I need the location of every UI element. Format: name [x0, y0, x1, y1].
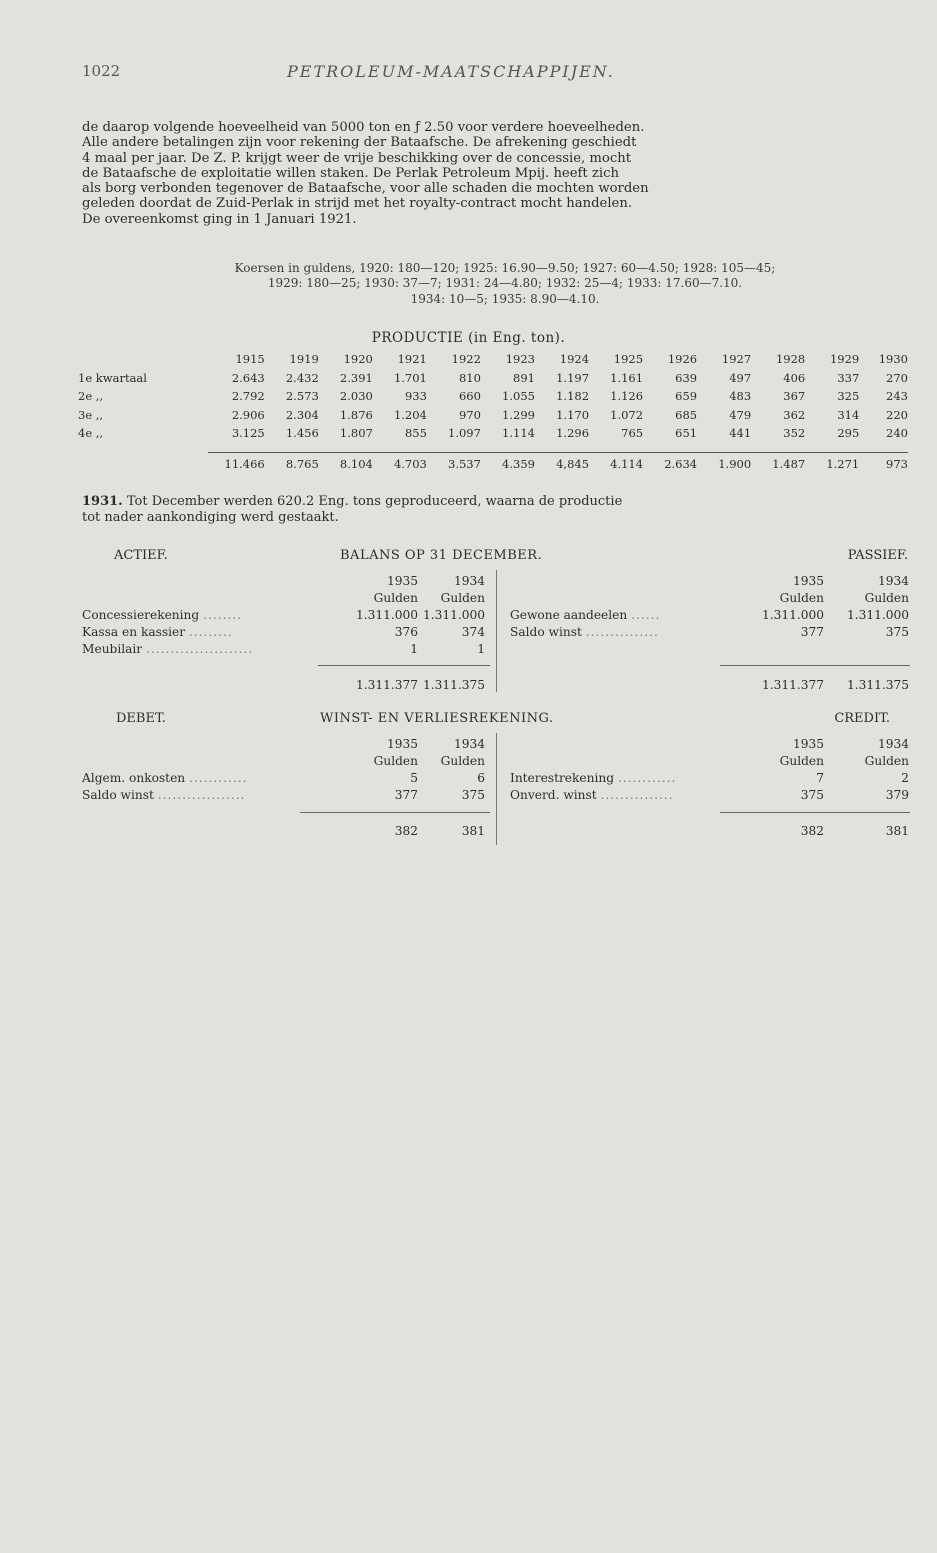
- value-1934: 1: [477, 642, 485, 656]
- total-1934: 1.311.375: [422, 678, 485, 692]
- balans-totals: [82, 678, 912, 695]
- text-line: geleden doordat de Zuid-Perlak in strijd met het royalty-contract mocht handelen.: [82, 196, 633, 212]
- total-1934: 381: [885, 824, 909, 838]
- passief-label: PASSIEF.: [847, 548, 908, 563]
- value-1935: 1.311.000: [355, 608, 418, 622]
- balans-title: BALANS OP 31 DECEMBER.: [340, 548, 543, 563]
- text-line: tot nader aankondiging werd gestaakt.: [82, 509, 339, 525]
- total-cell: 1.900: [718, 456, 752, 471]
- table-cell: 497: [729, 370, 752, 385]
- totals-divider: [208, 452, 908, 453]
- table-cell: 651: [675, 426, 698, 441]
- table-cell: 2.432: [285, 370, 319, 385]
- value-1935: 377: [394, 788, 418, 802]
- year-header: 1915: [235, 352, 265, 367]
- page-header: [82, 62, 912, 86]
- total-1935: 1.311.377: [355, 678, 418, 692]
- table-cell: 810: [458, 370, 481, 385]
- unit-label: Gulden: [440, 591, 485, 605]
- table-cell: 483: [729, 389, 752, 404]
- table-cell: 243: [886, 389, 908, 404]
- total-divider: [318, 665, 490, 666]
- table-cell: 765: [621, 426, 644, 441]
- table-cell: 2.906: [231, 407, 265, 422]
- table-cell: 1.161: [610, 370, 644, 385]
- total-cell: 4.703: [393, 456, 427, 471]
- total-cell: 1.271: [826, 456, 860, 471]
- unit-label: Gulden: [373, 754, 418, 768]
- table-cell: 2.643: [231, 370, 265, 385]
- table-cell: 240: [886, 426, 908, 441]
- year-header: 1922: [451, 352, 481, 367]
- year-header: 1927: [721, 352, 752, 367]
- table-cell: 1.114: [502, 426, 535, 441]
- winst-heading: [82, 711, 912, 729]
- total-1935: 1.311.377: [761, 678, 824, 692]
- unit-label: Gulden: [373, 591, 418, 605]
- year-header: 1921: [397, 352, 427, 367]
- text-line: 1934: 10—5; 1935: 8.90—4.10.: [410, 291, 600, 306]
- row-label: 2e ,,: [78, 389, 104, 404]
- total-divider: [720, 812, 910, 813]
- year-header: 1919: [289, 352, 319, 367]
- balans-heading: [82, 548, 912, 566]
- account-label: Onverd. winst ...............: [510, 788, 674, 802]
- winst-title: WINST- EN VERLIESREKENING.: [320, 711, 554, 726]
- table-cell: 933: [404, 389, 427, 404]
- unit-row: [82, 591, 912, 608]
- value-1935: 375: [800, 788, 824, 802]
- row-label: 4e ,,: [78, 426, 104, 441]
- text-line: als borg verbonden tegenover de Bataafsche, voor alle schaden die mochten worden: [82, 181, 649, 197]
- year-header: 1920: [343, 352, 373, 367]
- totals-row: [82, 678, 912, 695]
- value-1934: 6: [477, 771, 485, 785]
- year-1935: 1935: [386, 574, 418, 588]
- table-cell: 1.807: [339, 426, 373, 441]
- value-1935: 377: [800, 625, 824, 639]
- table-cell: 659: [675, 389, 698, 404]
- table-row: [78, 406, 910, 425]
- total-cell: 2.634: [664, 456, 698, 471]
- table-cell: 1.456: [285, 426, 319, 441]
- winst-totals: [82, 824, 912, 841]
- table-cell: 2.304: [285, 407, 319, 422]
- table-cell: 352: [783, 426, 806, 441]
- table-cell: 3.125: [231, 426, 265, 441]
- year-header: 1929: [829, 352, 860, 367]
- table-cell: 1.701: [393, 370, 427, 385]
- table-cell: 1.126: [610, 389, 644, 404]
- year-header: 1926: [667, 352, 698, 367]
- value-1935: 376: [394, 625, 418, 639]
- koersen-paragraph: [100, 261, 910, 307]
- table-cell: 367: [783, 389, 806, 404]
- table-cell: 685: [675, 407, 698, 422]
- account-label: Meubilair ......................: [82, 642, 254, 656]
- balance-row: [82, 642, 912, 659]
- value-1935: 1: [410, 642, 418, 656]
- account-label: Kassa en kassier .........: [82, 625, 233, 639]
- table-cell: 1.055: [502, 389, 535, 404]
- table-cell: 441: [729, 426, 752, 441]
- year-1935: 1935: [386, 737, 418, 751]
- balance-row: [82, 608, 912, 625]
- table-cell: 2.792: [231, 389, 265, 404]
- unit-label: Gulden: [440, 754, 485, 768]
- balance-row: [82, 625, 912, 642]
- table-cell: 362: [783, 407, 806, 422]
- table-cell: 1.097: [448, 426, 481, 441]
- table-cell: 1.299: [502, 407, 535, 422]
- account-label: Gewone aandeelen ......: [510, 608, 661, 622]
- year-1935: 1935: [792, 737, 824, 751]
- unit-label: Gulden: [779, 591, 824, 605]
- table-cell: 2.030: [339, 389, 373, 404]
- total-1934: 381: [461, 824, 485, 838]
- table-cell: 479: [729, 407, 752, 422]
- year-header: 1925: [613, 352, 644, 367]
- text-line: [82, 494, 912, 510]
- value-1934: 1.311.000: [422, 608, 485, 622]
- year-header: 1923: [505, 352, 535, 367]
- year-1934: 1934: [453, 737, 485, 751]
- production-title: PRODUCTIE (in Eng. ton).: [371, 330, 566, 346]
- value-1934: 2: [901, 771, 909, 785]
- total-cell: 4,845: [556, 456, 590, 471]
- total-cell: 3.537: [448, 456, 481, 471]
- table-cell: 660: [458, 389, 481, 404]
- unit-row: [82, 754, 912, 771]
- table-cell: 855: [404, 426, 427, 441]
- table-cell: 295: [837, 426, 860, 441]
- table-cell: 639: [675, 370, 698, 385]
- total-cell: 4.114: [610, 456, 644, 471]
- row-label: 3e ,,: [78, 407, 104, 422]
- total-cell: 8.104: [339, 456, 373, 471]
- year-header: 1930: [878, 352, 908, 367]
- account-label: Concessierekening ........: [82, 608, 243, 622]
- table-cell: 325: [837, 389, 860, 404]
- actief-label: ACTIEF.: [114, 548, 168, 563]
- text-line: Koersen in guldens, 1920: 180—120; 1925: 16.90—9.50; 1927: 60—4.50; 1928: 105—45;: [234, 261, 776, 275]
- value-1934: 375: [885, 625, 909, 639]
- account-label: Saldo winst ...............: [510, 625, 659, 639]
- year-1935: 1935: [792, 574, 824, 588]
- year-1934: 1934: [453, 574, 485, 588]
- winst-account: [82, 737, 912, 805]
- account-label: Interestrekening ............: [510, 771, 677, 785]
- totals-row: [78, 443, 910, 471]
- year-row: [82, 737, 912, 754]
- table-row: [78, 369, 910, 388]
- table-cell: 1.296: [556, 426, 590, 441]
- total-divider: [720, 665, 910, 666]
- table-cell: 891: [513, 370, 535, 385]
- table-cell: 970: [458, 407, 481, 422]
- total-divider: [300, 812, 490, 813]
- table-cell: 314: [837, 407, 860, 422]
- total-cell: 1.487: [772, 456, 806, 471]
- value-1935: 5: [410, 771, 418, 785]
- table-cell: 1.072: [610, 407, 644, 422]
- table-cell: 1.876: [339, 407, 373, 422]
- text-line: 4 maal per jaar. De Z. P. krijgt weer de vrije beschikking over de concessie, mocht: [82, 150, 632, 166]
- table-cell: 220: [886, 407, 908, 422]
- account-row: [82, 771, 912, 788]
- account-label: Saldo winst ..................: [82, 788, 246, 802]
- note-1931: [82, 494, 912, 525]
- value-1935: 7: [816, 771, 824, 785]
- total-1934: 1.311.375: [846, 678, 909, 692]
- text-line: de daarop volgende hoeveelheid van 5000 ton en ƒ 2.50 voor verdere hoeveelheden.: [82, 120, 645, 135]
- text-line: de Bataafsche de exploitatie willen staken. De Perlak Petroleum Mpij. heeft zich: [82, 165, 619, 181]
- unit-label: Gulden: [779, 754, 824, 768]
- text-line: De overeenkomst ging in 1 Januari 1921.: [82, 211, 357, 227]
- value-1934: 375: [461, 788, 485, 802]
- note-text: Tot December werden 620.2 Eng. tons geproduceerd, waarna de productie: [126, 494, 623, 509]
- table-cell: 2.573: [285, 389, 319, 404]
- totals-label: [78, 443, 202, 471]
- year-header: 1924: [559, 352, 590, 367]
- account-row: [82, 788, 912, 805]
- year-row: [82, 574, 912, 591]
- debet-label: DEBET.: [116, 711, 166, 726]
- total-cell: 973: [886, 456, 908, 471]
- totals-row: [82, 824, 912, 841]
- table-cell: 1.182: [556, 389, 590, 404]
- credit-label: CREDIT.: [834, 711, 890, 726]
- table-cell: 270: [886, 370, 908, 385]
- value-1935: 1.311.000: [761, 608, 824, 622]
- value-1934: 374: [461, 625, 485, 639]
- table-cell: 1.170: [556, 407, 590, 422]
- table-header-row: [78, 350, 910, 369]
- table-corner: [78, 350, 202, 369]
- table-row: [78, 387, 910, 406]
- year-1934: 1934: [877, 574, 909, 588]
- note-year: 1931.: [82, 494, 123, 509]
- table-cell: 406: [783, 370, 806, 385]
- total-cell: 11.466: [224, 456, 265, 471]
- total-1935: 382: [800, 824, 824, 838]
- value-1934: 379: [885, 788, 909, 802]
- total-1935: 382: [394, 824, 418, 838]
- year-1934: 1934: [877, 737, 909, 751]
- table-cell: 1.204: [393, 407, 427, 422]
- total-cell: 8.765: [285, 456, 319, 471]
- unit-label: Gulden: [864, 591, 909, 605]
- table-row: [78, 424, 910, 443]
- row-label: 1e kwartaal: [78, 370, 147, 385]
- unit-label: Gulden: [864, 754, 909, 768]
- table-cell: 2.391: [339, 370, 373, 385]
- text-line: Alle andere betalingen zijn voor rekening der Bataafsche. De afrekening geschiedt: [82, 135, 637, 151]
- balans-sheet: [82, 574, 912, 659]
- table-cell: 1.197: [556, 370, 590, 385]
- running-title: PETROLEUM-MAATSCHAPPIJEN.: [287, 62, 615, 81]
- table-cell: 337: [837, 370, 860, 385]
- text-line: 1929: 180—25; 1930: 37—7; 1931: 24—4.80; 1932: 25—4; 1933: 17.60—7.10.: [267, 276, 743, 291]
- total-cell: 4.359: [502, 456, 535, 471]
- year-header: 1928: [775, 352, 806, 367]
- intro-paragraph: [82, 120, 912, 227]
- value-1934: 1.311.000: [846, 608, 909, 622]
- account-label: Algem. onkosten ............: [82, 771, 248, 785]
- page-number: 1022: [82, 62, 121, 80]
